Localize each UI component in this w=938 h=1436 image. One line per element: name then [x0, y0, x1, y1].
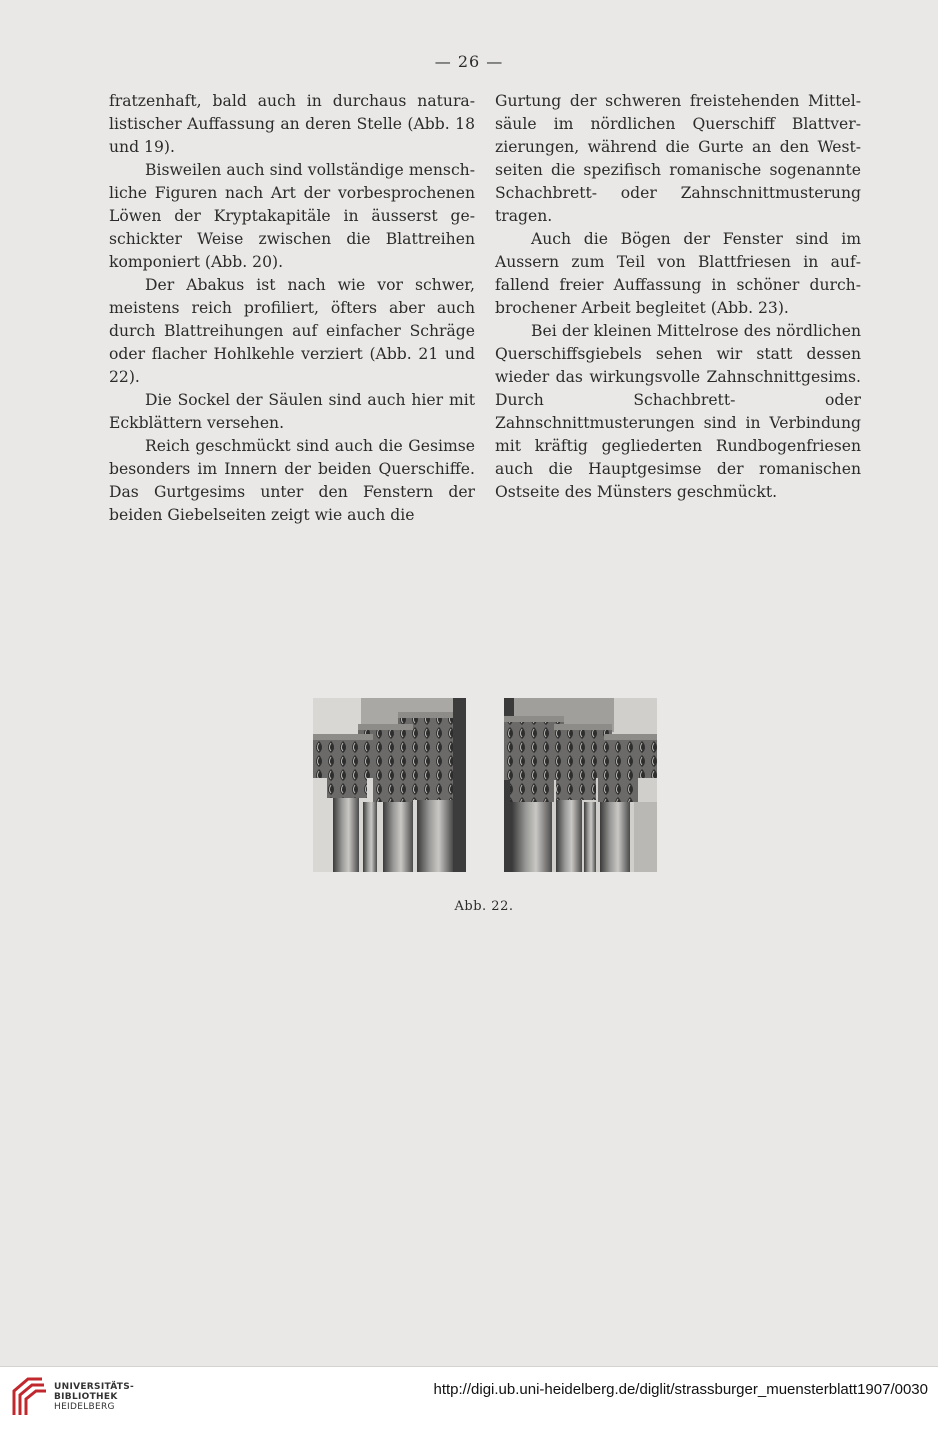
paragraph: Bei der kleinen Mittelrose des nördlichen Querschiffsgiebels sehen wir statt dessen wieder das wirkungsvolle Zahnschnittgesims. Durch Schachbrett- oder Zahnschnittmusterungen sind in Verbindung mit kräftig gegliederten Rundbogenfriesen auch die Hauptgesimse der romanischen Ostseite des Münsters geschmückt.	[495, 322, 861, 501]
source-url-link[interactable]: http://digi.ub.uni-heidelberg.de/diglit/strassburger_muensterblatt1907/0030	[433, 1381, 928, 1398]
paragraph: Reich geschmückt sind auch die Gesimse besonders im Innern der beiden Querschiffe. Das Gurtgesims unter den Fenstern der beiden Giebelseiten zeigt wie auch die	[109, 437, 475, 524]
figure-photographs	[313, 698, 657, 872]
right-photo	[504, 698, 657, 872]
page-number: — 26 —	[434, 52, 504, 71]
paragraph: Der Abakus ist nach wie vor schwer, meistens reich profiliert, öfters aber auch durch Blattreihungen auf einfacher Schräge oder flacher Hohlkehle verziert (Abb. 21 und 22).	[109, 276, 475, 386]
library-line: HEIDELBERG	[54, 1402, 115, 1412]
paragraph: Auch die Bögen der Fenster sind im Aussern zum Teil von Blattfriesen in auffallend freier Auffassung in schöner durchbrochener Arbeit begleitet (Abb. 23).	[495, 230, 861, 317]
footer-bar	[0, 1367, 938, 1436]
paragraph: Die Sockel der Säulen sind auch hier mit Eckblättern versehen.	[109, 391, 475, 432]
paragraph: fratzenhaft, bald auch in durchaus naturalistischer Auffassung an deren Stelle (Abb. 18 und 19).	[109, 92, 475, 156]
left-photo	[313, 698, 466, 872]
capitals-photo-pair	[313, 698, 657, 872]
ub-heidelberg-logo-icon	[10, 1375, 50, 1419]
left-column	[109, 90, 475, 527]
library-line: UNIVERSITÄTS-	[54, 1382, 135, 1392]
right-column	[495, 90, 861, 504]
library-name	[54, 1382, 134, 1412]
figure-caption: Abb. 22.	[454, 899, 514, 914]
library-line: BIBLIOTHEK	[54, 1392, 118, 1402]
paragraph: Gurtung der schweren freistehenden Mittelsäule im nördlichen Querschiff Blattverzierungen, während die Gurte an den Westseiten die spezifisch romanische sogenannte Schachbrett- oder Zahnschnittmusterung tragen.	[495, 92, 861, 225]
paragraph: Bisweilen auch sind vollständige menschliche Figuren nach Art der vorbesprochenen Löwen der Kryptakapitäle in äusserst geschickter Weise zwischen die Blattreihen komponiert (Abb. 20).	[109, 161, 475, 271]
